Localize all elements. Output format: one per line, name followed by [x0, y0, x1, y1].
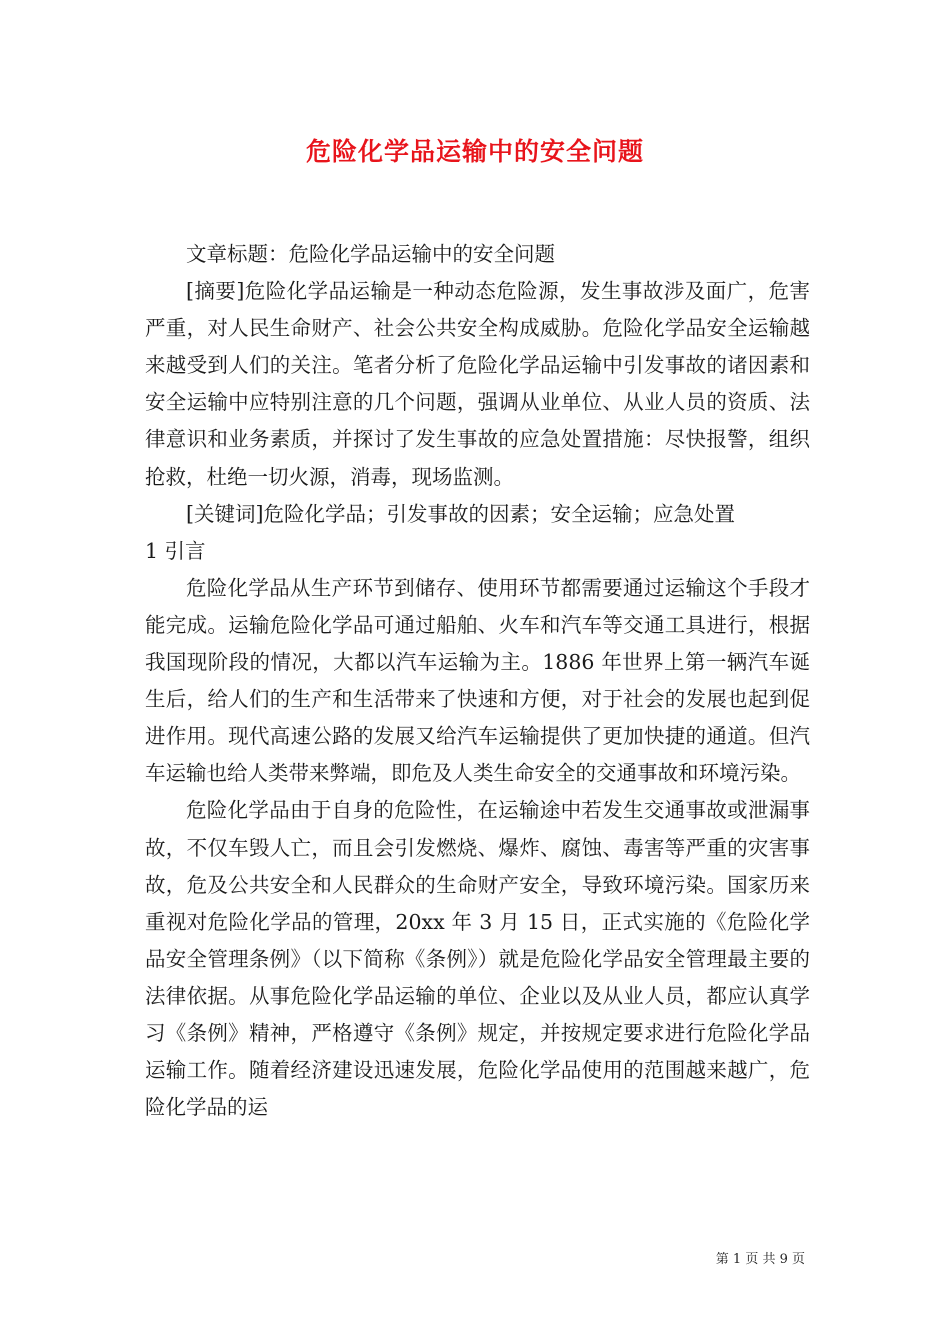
section-heading-introduction: 1 引言 [145, 538, 206, 563]
page-number-footer: 第 1 页 共 9 页 [715, 1252, 805, 1267]
body-paragraph: 危险化学品由于自身的危险性，在运输途中若发生交通事故或泄漏事故，不仅车毁人亡，而且会引发燃烧、爆炸、腐蚀、毒害等严重的灾害事故，危及公共安全和人民群众的生命财产安全，导致环境污染。国家历来重视对危险化学品的管理，20xx 年 3 月 15 日，正式实施的《危险化学品安全管理条例》（以下简称《条例》）就是危险化学品安全管理最主要的法律依据。从事危险化学品运输的单位、企业以及从业人员，都应认真学习《条例》精神，严格遵守《条例》规定，并按规定要求进行危险化学品运输工作。随着经济建设迅速发展，危险化学品使用的范围越来越广，危险化学品的运 [145, 798, 810, 1120]
document-body [145, 236, 810, 1126]
abstract-paragraph: [摘要]危险化学品运输是一种动态危险源，发生事故涉及面广，危害严重，对人民生命财产、社会公共安全构成威胁。危险化学品安全运输越来越受到人们的关注。笔者分析了危险化学品运输中引发事故的诸因素和安全运输中应特别注意的几个问题，强调从业单位、从业人员的资质、法律意识和业务素质，并探讨了发生事故的应急处置措施：尽快报警，组织抢救，杜绝一切火源，消毒，现场监测。 [145, 279, 810, 489]
keywords-paragraph: [关键词]危险化学品；引发事故的因素；安全运输；应急处置 [186, 501, 735, 526]
page-title: 危险化学品运输中的安全问题 [305, 137, 644, 166]
article-title-line: 文章标题：危险化学品运输中的安全问题 [186, 242, 555, 266]
body-paragraph: 危险化学品从生产环节到储存、使用环节都需要通过运输这个手段才能完成。运输危险化学品可通过船舶、火车和汽车等交通工具进行，根据我国现阶段的情况，大都以汽车运输为主。1886 年世界上第一辆汽车诞生后，给人们的生产和生活带来了快速和方便，对于社会的发展也起到促进作用。现代高速公路的发展又给汽车运输提供了更加快捷的通道。但汽车运输也给人类带来弊端，即危及人类生命安全的交通事故和环境污染。 [145, 575, 810, 786]
